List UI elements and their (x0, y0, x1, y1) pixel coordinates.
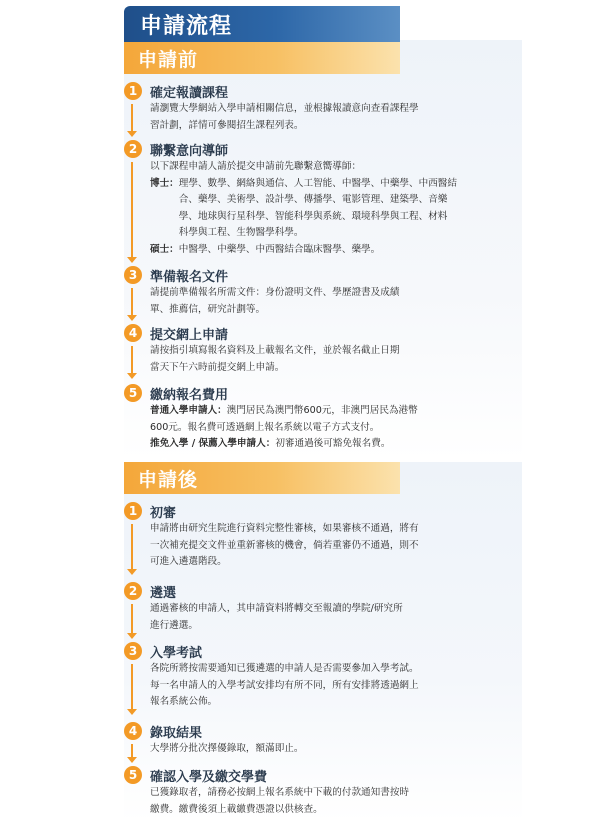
step-description (150, 661, 480, 711)
description-line: 一次補充提交文件並重新審核的機會，倘若重審仍不通過，則不 (150, 539, 419, 551)
after-step-2 (124, 582, 484, 640)
step-title: 錄取結果 (150, 726, 203, 741)
step-title: 入學考試 (150, 646, 203, 661)
after-step-3 (124, 642, 484, 718)
before-header-label: 申請前 (138, 49, 199, 71)
description-line: 科學與工程、生物醫學科學。 (178, 227, 304, 238)
step-title: 確定報讀課程 (150, 86, 229, 101)
step-description (150, 343, 480, 376)
after-step-4 (124, 722, 484, 762)
description-line: 請瀏覽大學網站入學申請相關信息，並根據報讀意向查看課程學 (150, 103, 419, 114)
step-title: 遴選 (150, 586, 177, 601)
description-line: 單、推薦信，研究計劃等。 (150, 303, 266, 315)
step-number-badge: 5 (124, 766, 142, 784)
exempt-label: 推免入學 / 保薦入學申請人： (150, 438, 276, 449)
before-step-3 (124, 266, 484, 322)
step-description (150, 403, 480, 453)
description-line: 合、藥學、美術學、設計學、傳播學、電影管理、建築學、音樂 (178, 194, 448, 205)
exempt-line (150, 436, 480, 453)
description-line: 已獲錄取者，請務必按網上報名系統中下載的付款通知書按時 (150, 787, 410, 798)
description-line: 理學、數學、網絡與通信、人工智能、中醫學、中藥學、中西醫結 (178, 177, 457, 189)
description-line: 600元。報名費可透過網上報名系統以電子方式支付。 (150, 421, 380, 433)
description-line: 以下課程申請人請於提交申請前先聯繫意嚮導師： (150, 161, 362, 172)
step-description (150, 741, 480, 758)
description-line: 通過審核的申請人，其申請資料將轉交至報讀的學院/研究所 (150, 603, 403, 614)
step-number-badge: 2 (124, 582, 142, 600)
down-arrow-icon (131, 346, 133, 374)
after-section-header (124, 462, 400, 494)
phd-label: 博士： (150, 177, 179, 189)
step-title: 初審 (150, 506, 177, 521)
exempt-text: 初審通過後可豁免報名費。 (275, 438, 391, 449)
after-step-1 (124, 502, 484, 578)
description-line: 可進入遴選階段。 (150, 556, 227, 567)
description-line: 中醫學、中藥學、中西醫結合臨床醫學、藥學。 (178, 243, 381, 255)
description-line: 報名系統公佈。 (150, 696, 218, 707)
description-line: 每一名申請人的入學考試安排均有所不同，所有安排將透過網上 (150, 679, 419, 691)
after-step-5 (124, 766, 484, 820)
description-line: 進行遴選。 (150, 619, 198, 631)
down-arrow-icon (131, 288, 133, 316)
down-arrow-icon (131, 604, 133, 634)
down-arrow-icon (131, 744, 133, 758)
down-arrow-icon (131, 524, 133, 570)
before-step-1 (124, 82, 484, 138)
step-number-badge: 1 (124, 82, 142, 100)
step-number-badge: 3 (124, 642, 142, 660)
step-title: 準備報名文件 (150, 270, 229, 285)
master-subjects (150, 242, 480, 259)
description-line: 大學將分批次擇優錄取，額滿即止。 (150, 743, 304, 754)
before-section-header (124, 42, 400, 74)
down-arrow-icon (131, 664, 133, 710)
step-number-badge: 5 (124, 384, 142, 402)
step-description (150, 601, 480, 634)
page-title: 申請流程 (140, 14, 233, 39)
step-description (150, 159, 480, 258)
description-line: 繳費。繳費後須上載繳費憑證以供核查。 (150, 803, 323, 815)
step-description (150, 285, 480, 318)
master-label: 碩士： (150, 243, 179, 255)
step-title: 確認入學及繳交學費 (150, 770, 268, 785)
description-line: 請提前準備報名所需文件：身份證明文件、學歷證書及成績 (150, 287, 400, 298)
step-number-badge: 3 (124, 266, 142, 284)
description-line: 各院所將按需要通知已獲遴選的申請人是否需要參加入學考試。 (150, 663, 419, 674)
fee-text: 澳門居民為澳門幣600元，非澳門居民為港幣 (226, 405, 418, 416)
fee-label: 普通入學申請人： (150, 405, 227, 416)
fee-line (150, 403, 480, 420)
down-arrow-icon (131, 104, 133, 132)
description-line: 當天下午六時前提交網上申請。 (150, 361, 285, 373)
step-title: 繳納報名費用 (150, 388, 229, 403)
step-number-badge: 4 (124, 324, 142, 342)
description-line: 學、地球與行星科學、智能科學與系統、環境科學與工程、材料 (178, 210, 448, 222)
step-title: 提交網上申請 (150, 328, 229, 343)
description-line: 申請將由研究生院進行資料完整性審核，如果審核不通過，將有 (150, 523, 419, 534)
before-step-5 (124, 384, 484, 454)
step-description (150, 785, 480, 818)
before-step-4 (124, 324, 484, 380)
step-description (150, 521, 480, 571)
description-line: 習計劃，詳情可參閱招生課程列表。 (150, 119, 304, 131)
step-number-badge: 4 (124, 722, 142, 740)
page-title-banner (124, 6, 400, 42)
description-line: 請按指引填寫報名資料及上載報名文件，並於報名截止日期 (150, 345, 400, 356)
before-step-2 (124, 140, 484, 266)
step-title: 聯繫意向導師 (150, 144, 229, 159)
phd-subjects (150, 176, 480, 242)
step-number-badge: 1 (124, 502, 142, 520)
after-header-label: 申請後 (138, 469, 199, 491)
step-number-badge: 2 (124, 140, 142, 158)
step-description (150, 101, 480, 134)
down-arrow-icon (131, 162, 133, 258)
